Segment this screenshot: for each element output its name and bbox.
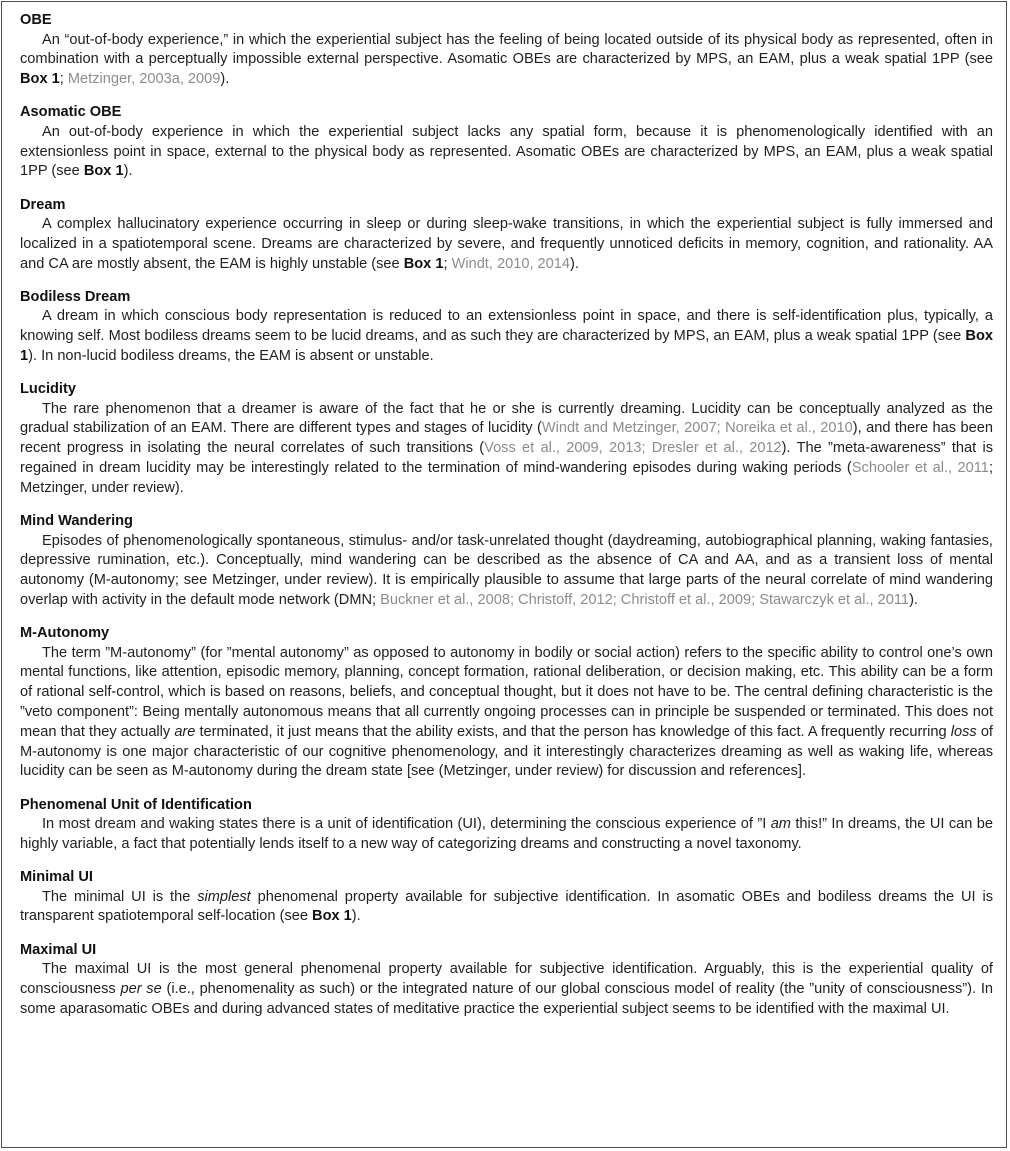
citation-text: Schooler et al., 2011 xyxy=(851,460,989,477)
definition-text: ; xyxy=(59,71,68,88)
box-reference: Box 1 xyxy=(312,908,352,925)
emphasis-text: are xyxy=(174,723,196,740)
definition-text: The rare phenomenon that a dreamer is aware of the fact that he or she is currently dreaming. Lucidity can be conceptually analyzed as the gradual stabilization of an EAM. There are different types and stages of lucidity ( xyxy=(20,400,993,437)
glossary-term: Dream xyxy=(20,196,66,213)
glossary-box xyxy=(1,1,1007,1148)
glossary-definition xyxy=(20,215,993,274)
definition-text: ; xyxy=(443,255,452,272)
citation-text: Voss et al., 2009, 2013; Dresler et al., 2012 xyxy=(484,440,782,457)
glossary-entry xyxy=(20,287,993,367)
definition-text: this!” In dreams, the UI can be highly variable, a fact that potentially lends itself to a new way of categorizing dreams and constructing a novel taxonomy. xyxy=(20,816,993,852)
definition-text: An “out-of-body experience,” in which the experiential subject has the feeling of being located outside of its physical body as represented, often in combination with a perceptually impossible external perspective. Asomatic OBEs are characterized by MPS, an EAM, plus a weak spatial 1PP (see xyxy=(20,31,993,68)
glossary-term: Minimal UI xyxy=(20,869,93,886)
glossary-definition xyxy=(20,123,993,182)
glossary-term: M-Autonomy xyxy=(20,625,110,642)
definition-text: ). xyxy=(123,163,133,180)
definition-text: of M-autonomy is one major characteristic of our cognitive phenomenology, and it interestingly characterizes dreaming as well as waking life, whereas lucidity can be seen as M-autonomy during the dream state [see (Metzinger, under review) for discussion and references]. xyxy=(20,723,993,780)
definition-text: The maximal UI is the most general phenomenal property available for subjective identification. Arguably, this is the experiential quality of consciousness xyxy=(20,961,993,997)
definition-text: An out-of-body experience in which the experiential subject lacks any spatial form, because it is phenomenologically identified with an extensionless point in space, external to the physical body as represented. Asomatic OBEs are characterized by MPS, an EAM, plus a weak spatial 1PP (see xyxy=(20,123,993,180)
definition-text: Episodes of phenomenologically spontaneous, stimulus- and/or task-unrelated thought (daydreaming, autobiographical planning, waking fantasies, depressive rumination, etc.). Conceptually, mind wandering can be described as the absence of CA and AA, and as a transient loss of mental autonomy (M-autonomy; see Metzinger, under review). It is empirically plausible to assume that large parts of the neural correlate of mind wandering overlap with activity in the default mode network (DMN; xyxy=(20,532,993,608)
glossary-definition xyxy=(20,307,993,366)
glossary-entry xyxy=(20,867,993,927)
definition-text: ). xyxy=(909,591,918,608)
citation-text: Windt, 2010, 2014 xyxy=(451,255,571,272)
emphasis-text: loss xyxy=(950,723,977,740)
glossary-term: Maximal UI xyxy=(20,941,97,958)
glossary-term: Asomatic OBE xyxy=(20,104,122,121)
definition-text: In most dream and waking states there is a unit of identification (UI), determining the conscious experience of ”I xyxy=(42,816,771,833)
definition-text: A complex hallucinatory experience occurring in sleep or during sleep-wake transitions, in which the experiential subject is fully immersed and localized in a spatiotemporal scene. Dreams are characterized by severe, and frequently unnoticed deficits in memory, cognition, and rationality. AA and CA are mostly absent, the EAM is highly unstable (see xyxy=(20,216,993,272)
glossary-definition xyxy=(20,815,993,855)
definition-text: ), and there has been recent progress in isolating the neural correlates of such transitions ( xyxy=(20,420,993,457)
emphasis-text: simplest xyxy=(197,888,251,905)
definition-text: ). xyxy=(220,71,230,88)
definition-text: The term ”M-autonomy” (for ”mental autonomy” as opposed to autonomy in bodily or social action) refers to the specific ability to control one’s own mental functions, like attention, episodic memory, planning, concept formation, rational deliberation, or decision making, etc. This ability can be a form of rational self-control, which is based on reasons, beliefs, and conceptual thought, but it does not have to be. The central defining characteristic is the ”veto component”: Being mentally autonomous means that all currently ongoing processes can in principle be suspended or terminated. This does not mean that they actually xyxy=(20,644,993,740)
box-reference: Box 1 xyxy=(403,255,444,272)
citation-text: Metzinger, 2003a, 2009 xyxy=(67,71,221,88)
glossary-entry xyxy=(20,511,993,611)
definition-text: phenomenal property available for subjective identification. In asomatic OBEs and bodiless dreams the UI is transparent spatiotemporal self-location (see xyxy=(20,888,993,925)
definition-text: ; Metzinger, under review). xyxy=(20,460,993,496)
citation-text: Windt and Metzinger, 2007; Noreika et al., 2010 xyxy=(541,420,853,437)
glossary-term: Bodiless Dream xyxy=(20,288,131,305)
citation-text: Buckner et al., 2008; Christoff, 2012; Christoff et al., 2009; Stawarczyk et al., 2011 xyxy=(380,591,910,608)
glossary-entry xyxy=(20,379,993,498)
glossary-definition xyxy=(20,888,993,928)
glossary-term: Lucidity xyxy=(20,381,76,398)
glossary-term: Mind Wandering xyxy=(20,513,133,529)
definition-text: ). In non-lucid bodiless dreams, the EAM is absent or unstable. xyxy=(28,347,434,364)
definition-text: ). xyxy=(351,908,361,925)
definition-text: (i.e., phenomenality as such) or the integrated nature of our global conscious model of reality (the ”unity of consciousness”). In some aparasomatic OBEs and during advanced states of meditative practice the experiential subject seems to be identified with the maximal UI. xyxy=(20,980,994,1017)
emphasis-text: am xyxy=(770,816,791,833)
glossary-definition xyxy=(20,31,993,90)
glossary-entry xyxy=(20,795,993,855)
glossary-entry xyxy=(20,940,993,1020)
glossary-entry xyxy=(20,102,993,182)
box-reference: Box 1 xyxy=(20,71,60,88)
definition-text: ). xyxy=(570,255,579,272)
box-reference: Box 1 xyxy=(20,328,993,364)
definition-text: ). The ”meta-awareness” that is regained in dream lucidity may be interestingly related to the termination of mind-wandering episodes during waking periods ( xyxy=(20,440,993,477)
glossary-list xyxy=(20,10,993,1032)
box-reference: Box 1 xyxy=(83,163,124,180)
glossary-entry xyxy=(20,10,993,90)
glossary-entry xyxy=(20,623,993,782)
glossary-definition xyxy=(20,644,993,783)
glossary-term: OBE xyxy=(20,12,52,28)
glossary-definition xyxy=(20,400,993,499)
glossary-definition xyxy=(20,532,993,611)
definition-text: The minimal UI is the xyxy=(42,888,198,905)
emphasis-text: per se xyxy=(120,980,162,997)
definition-text: terminated, it just means that the ability exists, and that the person has knowledge of this fact. A frequently recurring xyxy=(195,723,951,740)
glossary-definition xyxy=(20,960,993,1019)
glossary-term: Phenomenal Unit of Identification xyxy=(20,796,252,813)
glossary-entry xyxy=(20,195,993,275)
definition-text: A dream in which conscious body representation is reduced to an extensionless point in space, and there is self-identification plus, typically, a knowing self. Most bodiless dreams seem to be lucid dreams, and as such they are characterized by MPS, an EAM, plus a weak spatial 1PP (see xyxy=(20,308,993,345)
